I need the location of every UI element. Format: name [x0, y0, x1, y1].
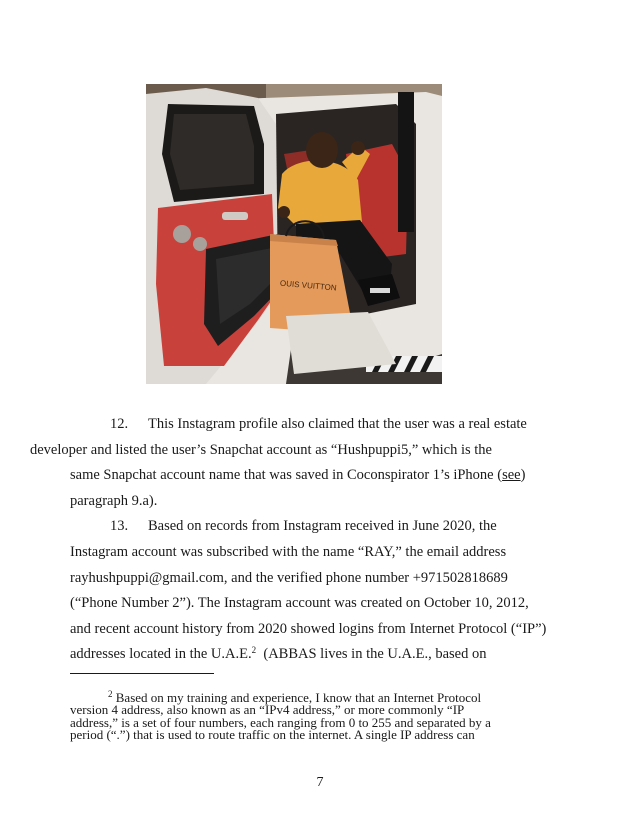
paragraph-line: (“Phone Number 2”). The Instagram account was created on October 10, 2012, [70, 595, 529, 612]
paragraph-12 [30, 412, 570, 514]
paragraph-line: paragraph 9.a). [70, 492, 158, 509]
paragraph-line: and recent account history from 2020 showed logins from Internet Protocol (“IP”) [70, 620, 547, 637]
footnote-divider [70, 673, 214, 674]
paragraph-line: 12. This Instagram profile also claimed that the user was a real estate [70, 412, 570, 438]
footnote-line: $^2$ Based on my training and experience, I know that an Internet Protocol [108, 689, 482, 705]
paragraph-13 [70, 514, 570, 668]
bag-brand-text: OUIS VUITTON [279, 278, 337, 293]
page-number: 7 [316, 775, 324, 790]
paragraph-number: 13. [110, 518, 129, 535]
paragraph-line: developer and listed the user’s Snapchat account as “Hushpuppi5,” which is the [30, 441, 492, 458]
paragraph-line: 13. Based on records from Instagram received in June 2020, the [70, 514, 570, 540]
footnote-line: period (“.”) that is used to route traffic on the internet. A single IP address can [70, 727, 475, 743]
footnote-reference[interactable]: 2 [251, 645, 257, 656]
footnote-line: version 4 address, also known as an “IPv4 address,” or more commonly “IP [70, 702, 465, 718]
see-reference: see [502, 467, 521, 484]
footnote-line: address,” is a set of four numbers, each ranging from 0 to 255 and separated by a [70, 714, 491, 730]
paragraph-line: same Snapchat account name that was saved in Coconspirator 1’s iPhone (see) [70, 467, 526, 484]
paragraph-line: addresses located in the U.A.E.$^2$ (ABBAS lives in the U.A.E., based on [70, 645, 487, 663]
body-text [30, 412, 570, 668]
car-photo [146, 84, 442, 384]
paragraph-line: Instagram account was subscribed with the name “RAY,” the email address [70, 543, 507, 560]
footnote [70, 689, 560, 743]
photo-icon [146, 84, 442, 384]
paragraph-number: 12. [110, 416, 129, 432]
footnote-marker: 2 [108, 689, 113, 699]
paragraph-line: rayhushpuppi@gmail.com, and the verified phone number +971502818689 [70, 569, 508, 586]
